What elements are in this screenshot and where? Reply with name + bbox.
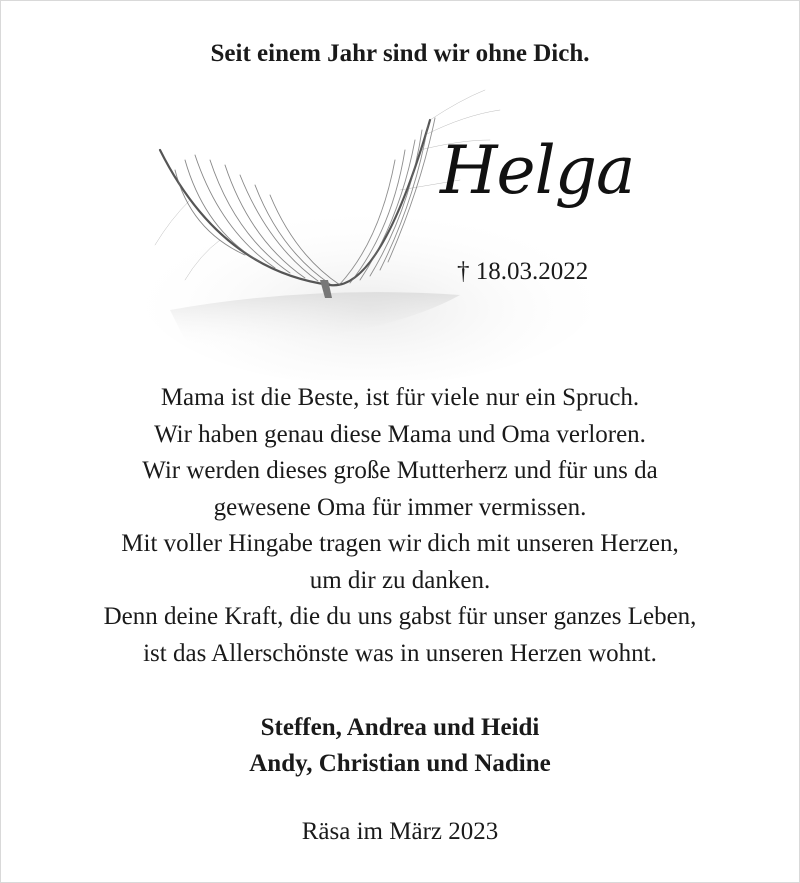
poem — [0, 380, 800, 672]
poem-line: Wir haben genau diese Mama und Oma verloren. — [154, 420, 646, 448]
poem-line: gewesene Oma für immer vermissen. — [213, 493, 587, 521]
signature-line: Steffen, Andrea und Heidi — [260, 714, 540, 741]
place-date: Räsa im März 2023 — [301, 818, 499, 845]
death-date: † 18.03.2022 — [457, 258, 589, 285]
poem-line: Denn deine Kraft, die du uns gabst für unser ganzes Leben, — [103, 603, 697, 630]
poem-line: Mit voller Hingabe tragen wir dich mit unseren Herzen, — [121, 530, 679, 557]
feather-icon — [130, 80, 590, 380]
signatures — [0, 710, 800, 782]
poem-line: Wir werden dieses große Mutterherz und für uns da — [142, 457, 658, 484]
poem-line: ist das Allerschönste was in unseren Herzen wohnt. — [143, 639, 657, 667]
headline: Seit einem Jahr sind wir ohne Dich. — [210, 40, 590, 67]
poem-line: Mama ist die Beste, ist für viele nur ein Spruch. — [160, 384, 640, 411]
poem-line: um dir zu danken. — [309, 566, 491, 594]
deceased-name: Helga — [440, 132, 635, 209]
signature-line: Andy, Christian und Nadine — [249, 750, 551, 777]
